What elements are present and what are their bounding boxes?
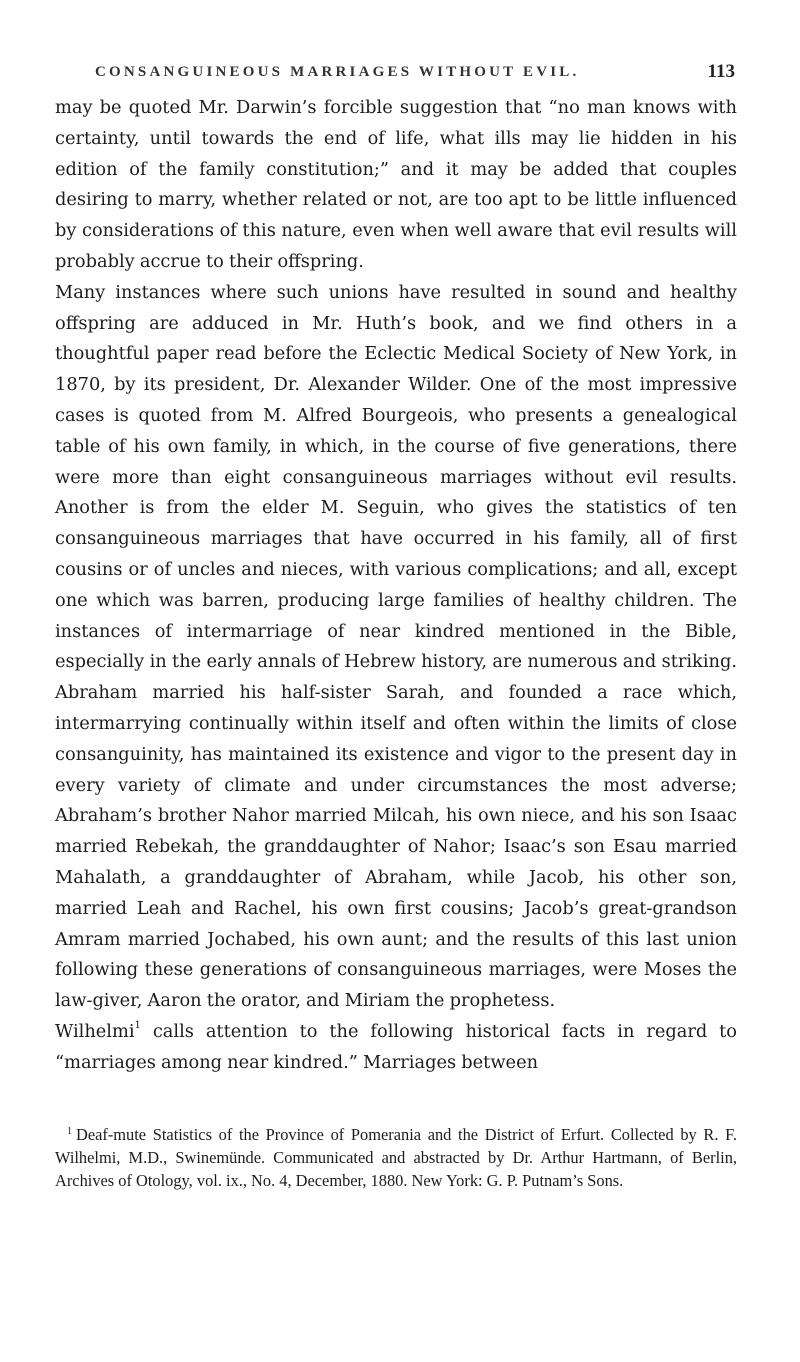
- footnotes: [55, 1124, 737, 1192]
- footnote-marker: 1: [67, 1126, 72, 1137]
- body-text: [55, 93, 737, 1079]
- footnote-text: Deaf-mute Statistics of the Province of Pomerania and the District of Erfurt. Collected by R. F. Wilhelmi, M.D., Swinemünde. Communicated and abstracted by Dr. Arthur Hartmann, of Berlin, Archives of Otology, vol. ix., No. 4, December, 1880. New York: G. P. Putnam’s Sons.: [55, 1125, 737, 1190]
- wilhelmi-name: Wilhelmi: [55, 1020, 135, 1042]
- wilhelmi-text: calls attention to the following historical facts in regard to “marriages among near kindred.” Marriages between: [55, 1020, 737, 1073]
- footnote: [55, 1124, 737, 1192]
- paragraph-continued: may be quoted Mr. Darwin’s forcible suggestion that “no man knows with certainty, until towards the end of life, what ills may lie hidden in his edition of the family constitution;” and it may be added that couples desiring to marry, whether related or not, are too apt to be little influenced by considerations of this nature, even when well aware that evil results will probably accrue to their offspring.: [55, 97, 737, 272]
- footnote-reference[interactable]: 1: [134, 1019, 141, 1031]
- paragraph-instances: Many instances where such unions have resulted in sound and healthy offspring are adduced in Mr. Huth’s book, and we find others in a thoughtful paper read before the Eclectic Medical Society of New York, in 1870, by its president, Dr. Alexander Wilder. One of the most impressive cases is quoted from M. Alfred Bourgeois, who presents a genealogical table of his own family, in which, in the course of five generations, there were more than eight consanguineous marriages without evil results. Another is from the elder M. Seguin, who gives the statistics of ten consanguineous marriages that have occurred in his family, all of first cousins or of uncles and nieces, with various complications; and all, except one which was barren, producing large families of healthy children. The instances of intermarriage of near kindred mentioned in the Bible, especially in the early annals of Hebrew history, are numerous and striking. Abraham married his half-sister Sarah, and founded a race which, intermarrying continually within itself and often within the limits of close consanguinity, has maintained its existence and vigor to the present day in every variety of climate and under circumstances the most adverse; Abraham’s brother Nahor married Milcah, his own niece, and his son Isaac married Rebekah, the granddaughter of Nahor; Isaac’s son Esau married Mahalath, a granddaughter of Abraham, while Jacob, his other son, married Leah and Rachel, his own first cousins; Jacob’s great-grandson Amram married Jochabed, his own aunt; and the results of this last union following these generations of consanguineous marriages, were Moses the law-giver, Aaron the orator, and Miriam the prophetess.: [55, 281, 737, 1012]
- running-title: CONSANGUINEOUS MARRIAGES WITHOUT EVIL.: [95, 64, 580, 80]
- paragraph-wilhelmi: [55, 1017, 737, 1079]
- running-head: [95, 61, 735, 88]
- page-number: 113: [707, 61, 735, 82]
